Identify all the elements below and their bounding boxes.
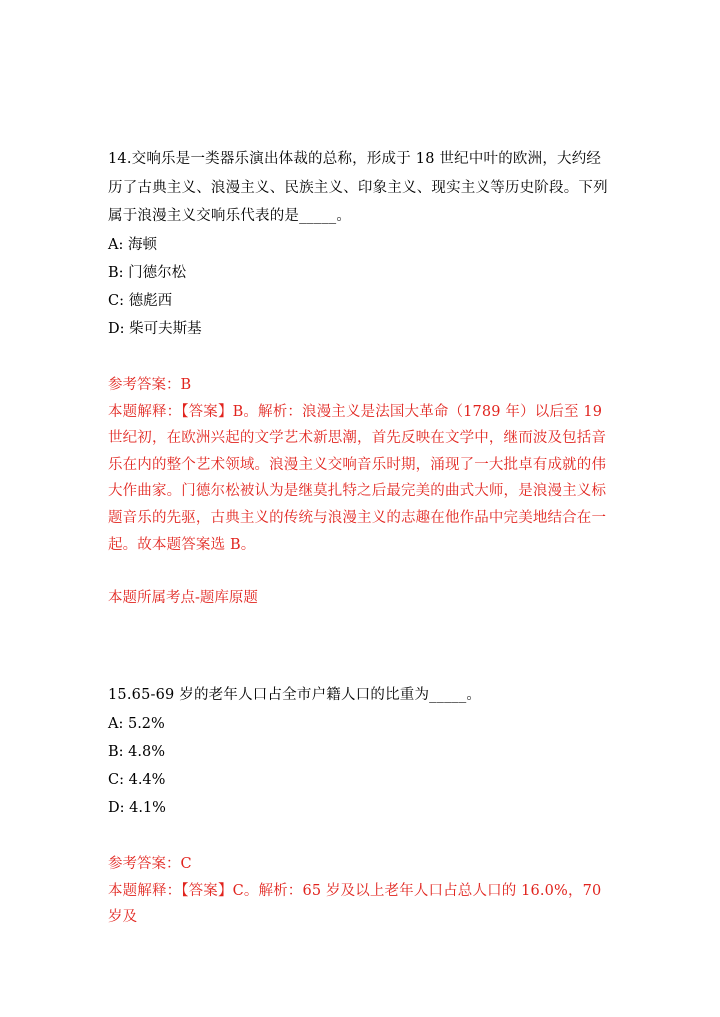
answer-analysis: 本题解释：【答案】B。解析：浪漫主义是法国大革命（1789 年）以后至 19 世纪初，在欧洲兴起的文学艺术新思潮，首先反映在文学中，继而波及包括音乐在内的整个艺术领域。浪漫主义交响音乐时期，涌现了一大批卓有成就的伟大作曲家。门德尔松被认为是继莫扎特之后最完美的曲式大师，是浪漫主义标题音乐的先驱，古典主义的传统与浪漫主义的志趣在他作品中完美地结合在一起。故本题答案选 B。	[108, 403, 607, 553]
answer-analysis: 本题解释：【答案】C。解析：65 岁及以上老年人口占总人口的 16.0%，70 岁及	[108, 882, 602, 926]
option-a: A: 海顿	[108, 236, 157, 253]
question-15	[108, 681, 613, 931]
question-stem: 14.交响乐是一类器乐演出体裁的总称，形成于 18 世纪中叶的欧洲，大约经历了古典主义、浪漫主义、民族主义、印象主义、现实主义等历史阶段。下列属于浪漫主义交响乐代表的是_____。	[108, 151, 608, 224]
question-source: 本题所属考点-题库原题	[108, 590, 258, 607]
question-14	[108, 145, 613, 612]
option-b: B: 门德尔松	[108, 264, 187, 281]
question-stem: 15.65-69 岁的老年人口占全市户籍人口的比重为_____。	[108, 687, 482, 703]
option-b: B: 4.8%	[108, 743, 165, 760]
option-a: A: 5.2%	[108, 715, 165, 732]
option-c: C: 4.4%	[108, 772, 166, 789]
option-c: C: 德彪西	[108, 293, 173, 310]
option-d: D: 柴可夫斯基	[108, 321, 202, 338]
reference-answer: 参考答案：B	[108, 376, 192, 393]
option-d: D: 4.1%	[108, 800, 166, 817]
reference-answer: 参考答案：C	[108, 855, 192, 872]
